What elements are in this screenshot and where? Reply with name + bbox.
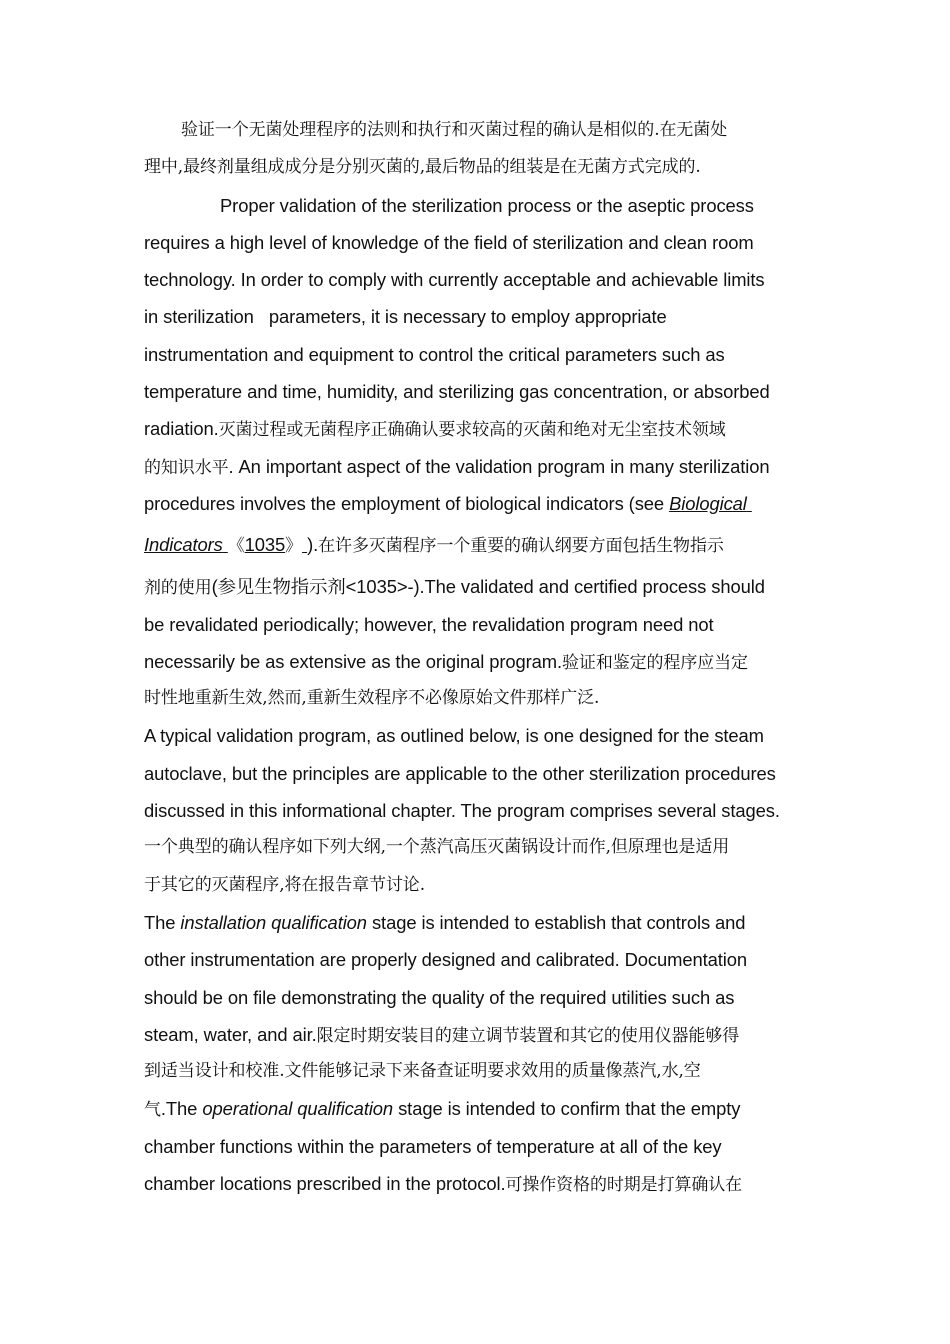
para2-line-11 xyxy=(144,568,814,605)
para2-line-7-cn: 灭菌过程或无菌程序正确确认要求较高的灭菌和绝对无尘室技术领域 xyxy=(218,420,726,441)
para2-line-6: temperature and time, humidity, and sterilizing gas concentration, or absorbed xyxy=(144,381,770,403)
para2-line-11-cn: 剂的使用 xyxy=(144,578,212,599)
para3-line-3: discussed in this informational chapter. The program comprises several stages. xyxy=(144,800,780,822)
para4-line-8-cn: 可操作资格的时期是打算确认在 xyxy=(505,1175,743,1196)
document-body xyxy=(144,112,814,1202)
link-bracket-close: 》 xyxy=(285,536,303,557)
para4-line-1 xyxy=(144,904,814,941)
para2-line-9-en: procedures involves the employment of biological indicators (see xyxy=(144,492,670,514)
para1-line-1: 验证一个无菌处理程序的法则和执行和灭菌过程的确认是相似的.在无菌处 xyxy=(181,120,728,140)
operational-qualification-term: operational qualification xyxy=(202,1098,394,1120)
para4-line-6-b: stage is intended to confirm that the empty xyxy=(393,1098,741,1120)
para2-line-3: technology. In order to comply with currently acceptable and achievable limits xyxy=(144,269,765,291)
para2-line-13-en: necessarily be as extensive as the original program. xyxy=(144,650,563,672)
link-text-biological: Biological xyxy=(669,492,747,514)
para4-line-4-en: steam, water, and air. xyxy=(144,1023,317,1045)
para2-line-13 xyxy=(144,643,814,680)
para2-line-8-cn: 的知识水平 xyxy=(144,457,229,478)
para2-line-10 xyxy=(144,522,814,568)
para3-cn-line-2: 于其它的灭菌程序,将在报告章节讨论. xyxy=(144,874,426,895)
para2-line-9 xyxy=(144,485,814,522)
para2-line-1: Proper validation of the sterilization process or the aseptic process xyxy=(220,194,754,216)
para2-line-14: 时性地重新生效,然而,重新生效程序不必像原始文件那样广泛. xyxy=(144,688,600,709)
para2-line-11-en: (参见生物指示剂<1035>-).The validated and certified process should xyxy=(211,576,765,598)
para4-line-4 xyxy=(144,1016,814,1053)
para2-line-4: in sterilization parameters, it is necessary to employ appropriate xyxy=(144,306,667,328)
para4-line-7: chamber functions within the parameters of temperature at all of the key xyxy=(144,1135,722,1157)
para2-line-5: instrumentation and equipment to control the critical parameters such as xyxy=(144,343,725,365)
para4-line-2: other instrumentation are properly designed and calibrated. Documentation xyxy=(144,949,748,971)
para1-line-2: 理中,最终剂量组成成分是分别灭菌的,最后物品的组装是在无菌方式完成的. xyxy=(144,157,701,178)
installation-qualification-term: installation qualification xyxy=(180,911,367,933)
para4-line-4-cn: 限定时期安装目的建立调节装置和其它的使用仪器能够得 xyxy=(316,1025,740,1046)
chapter-1035-link[interactable]: 1035 xyxy=(244,534,286,556)
para3-cn-line-1: 一个典型的确认程序如下列大纲,一个蒸汽高压灭菌锅设计而作,但原理也是适用 xyxy=(144,837,730,858)
para4-line-1-a: The xyxy=(144,911,181,933)
para4-line-6-a: .The xyxy=(160,1098,203,1120)
para2-line-8-en: . An important aspect of the validation program in many sterilization xyxy=(228,455,770,477)
para2-line-2: requires a high level of knowledge of the field of sterilization and clean room xyxy=(144,231,754,253)
para2-line-7-en: radiation. xyxy=(144,418,219,440)
para4-line-5: 到适当设计和校准.文件能够记录下来备查证明要求效用的质量像蒸汽,水,空 xyxy=(144,1061,701,1082)
para2-line-7 xyxy=(144,410,814,447)
link-text-indicators: Indicators xyxy=(144,534,223,556)
para3-line-1: A typical validation program, as outlined below, is one designed for the steam xyxy=(144,725,764,747)
para4-line-6 xyxy=(144,1090,814,1127)
para4-line-1-b: stage is intended to establish that controls and xyxy=(366,911,746,933)
para2-line-8 xyxy=(144,448,814,485)
para2-line-13-cn: 验证和鉴定的程序应当定 xyxy=(562,652,748,673)
link-bracket-open: 《 xyxy=(227,536,245,557)
para2-line-10-after: ). xyxy=(307,534,319,556)
para2-line-10-cn: 在许多灭菌程序一个重要的确认纲要方面包括生物指示 xyxy=(318,536,724,557)
indicators-link[interactable] xyxy=(144,534,228,555)
biological-indicators-link[interactable] xyxy=(669,493,752,514)
para3-line-2: autoclave, but the principles are applicable to the other sterilization procedures xyxy=(144,762,776,784)
para4-line-8-en: chamber locations prescribed in the protocol. xyxy=(144,1173,506,1195)
para2-line-12: be revalidated periodically; however, the revalidation program need not xyxy=(144,613,714,635)
para4-line-6-cn: 气 xyxy=(144,1100,161,1121)
para4-line-3: should be on file demonstrating the quality of the required utilities such as xyxy=(144,986,735,1008)
para4-line-8 xyxy=(144,1165,814,1202)
